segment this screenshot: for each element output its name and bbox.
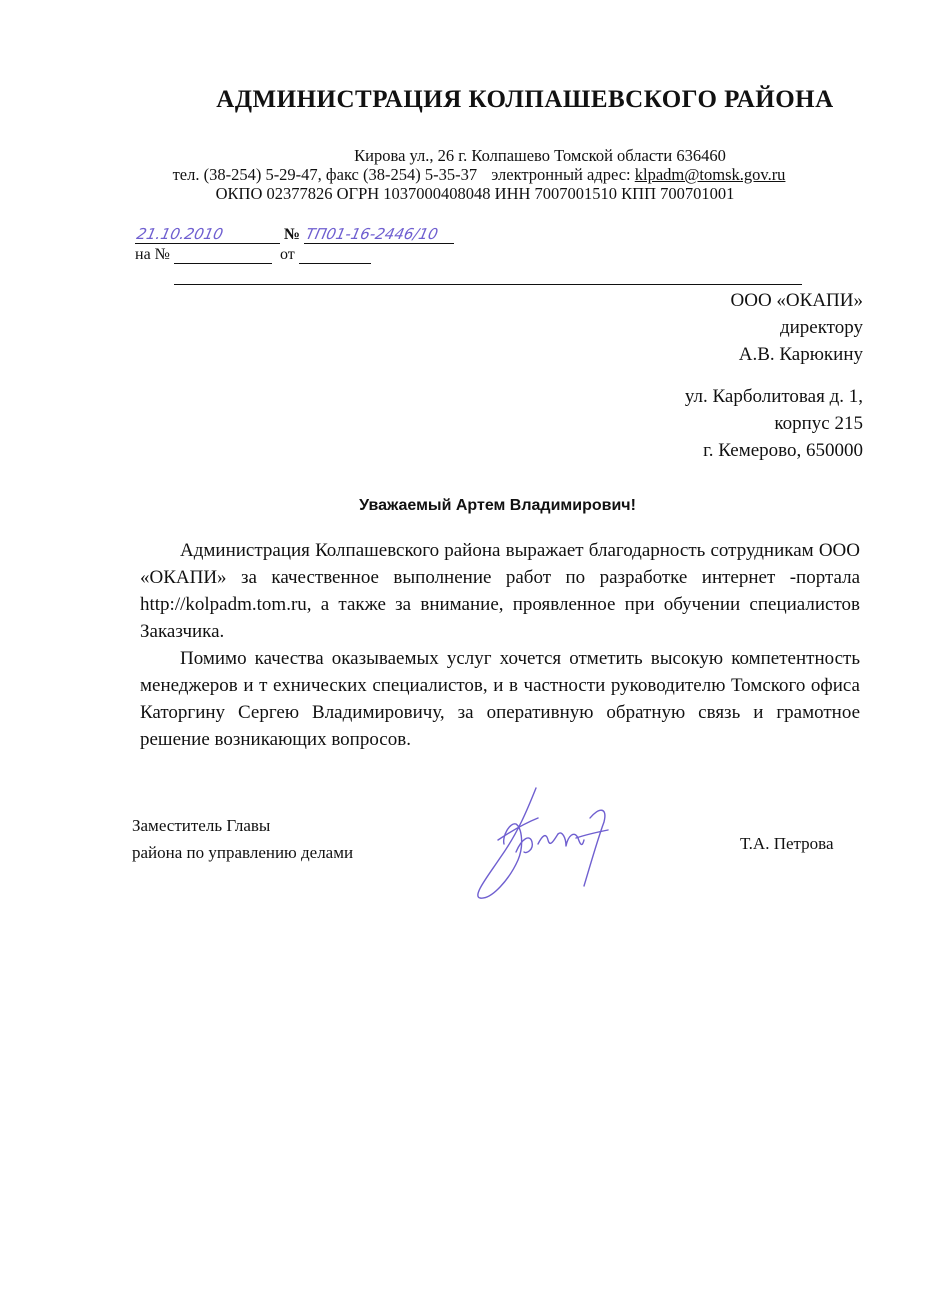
letter-body xyxy=(140,537,860,753)
greeting: Уважаемый Артем Владимирович! xyxy=(359,497,636,514)
outgoing-registration xyxy=(135,226,454,244)
recipient-name: А.В. Карюкину xyxy=(738,344,863,365)
reply-registration xyxy=(135,246,371,264)
body-paragraph: Помимо качества оказываемых услуг хочется отметить высокую компетентность менеджеров и т ехнических специалистов, и в частности руководителю Томского офиса Каторгину Сергею Владимировичу, за оперативную обратную связь и грамотное решение возникающих вопросов. xyxy=(140,648,860,750)
recipient-street: ул. Карболитовая д. 1, xyxy=(684,386,863,407)
date-field xyxy=(135,227,280,244)
reply-from-label: от xyxy=(279,246,295,263)
signatory-position-line2: района по управлению делами xyxy=(132,843,354,862)
recipient-position: директору xyxy=(779,317,863,338)
recipient-city: г. Кемерово, 650000 xyxy=(703,440,863,461)
letterhead-registry: ОКПО 02377826 ОГРН 1037000408048 ИНН 7007001510 КПП 700701001 xyxy=(215,184,735,203)
organization-title: АДМИНИСТРАЦИЯ КОЛПАШЕВСКОГО РАЙОНА xyxy=(216,86,834,113)
header-separator xyxy=(174,284,802,285)
signatory-position xyxy=(132,812,353,866)
letterhead-address: Кирова ул., 26 г. Колпашево Томской области 636460 xyxy=(354,146,726,165)
recipient-company: ООО «ОКАПИ» xyxy=(730,290,863,311)
reply-prefix: на № xyxy=(135,246,170,263)
signatory-name: Т.А. Петрова xyxy=(740,834,834,853)
handwritten-signature xyxy=(458,778,628,903)
handwritten-date: 21.10.2010 xyxy=(135,225,225,243)
phone-fax: тел. (38-254) 5-29-47, факс (38-254) 5-35-37 xyxy=(172,165,478,184)
reply-number-field xyxy=(174,247,272,264)
handwritten-number: ТП01-16-2446/10 xyxy=(304,225,440,243)
body-paragraph: Администрация Колпашевского района выражает благодарность сотрудникам ООО «ОКАПИ» за качественное выполнение работ по разработке интернет -портала http://kolpadm.tom.ru, а также за внимание, проявленное при обучении специалистов Заказчика. xyxy=(140,540,860,642)
signatory-position-line1: Заместитель Главы xyxy=(132,816,271,835)
email-label: электронный адрес: xyxy=(491,165,631,184)
number-field xyxy=(304,227,454,244)
email-link[interactable]: klpadm@tomsk.gov.ru xyxy=(634,165,786,184)
number-sign: № xyxy=(284,226,301,243)
letterhead-contacts xyxy=(0,165,950,185)
recipient-block xyxy=(731,287,863,368)
reply-date-field xyxy=(299,247,371,264)
recipient-building: корпус 215 xyxy=(774,413,863,434)
recipient-address xyxy=(685,383,863,464)
